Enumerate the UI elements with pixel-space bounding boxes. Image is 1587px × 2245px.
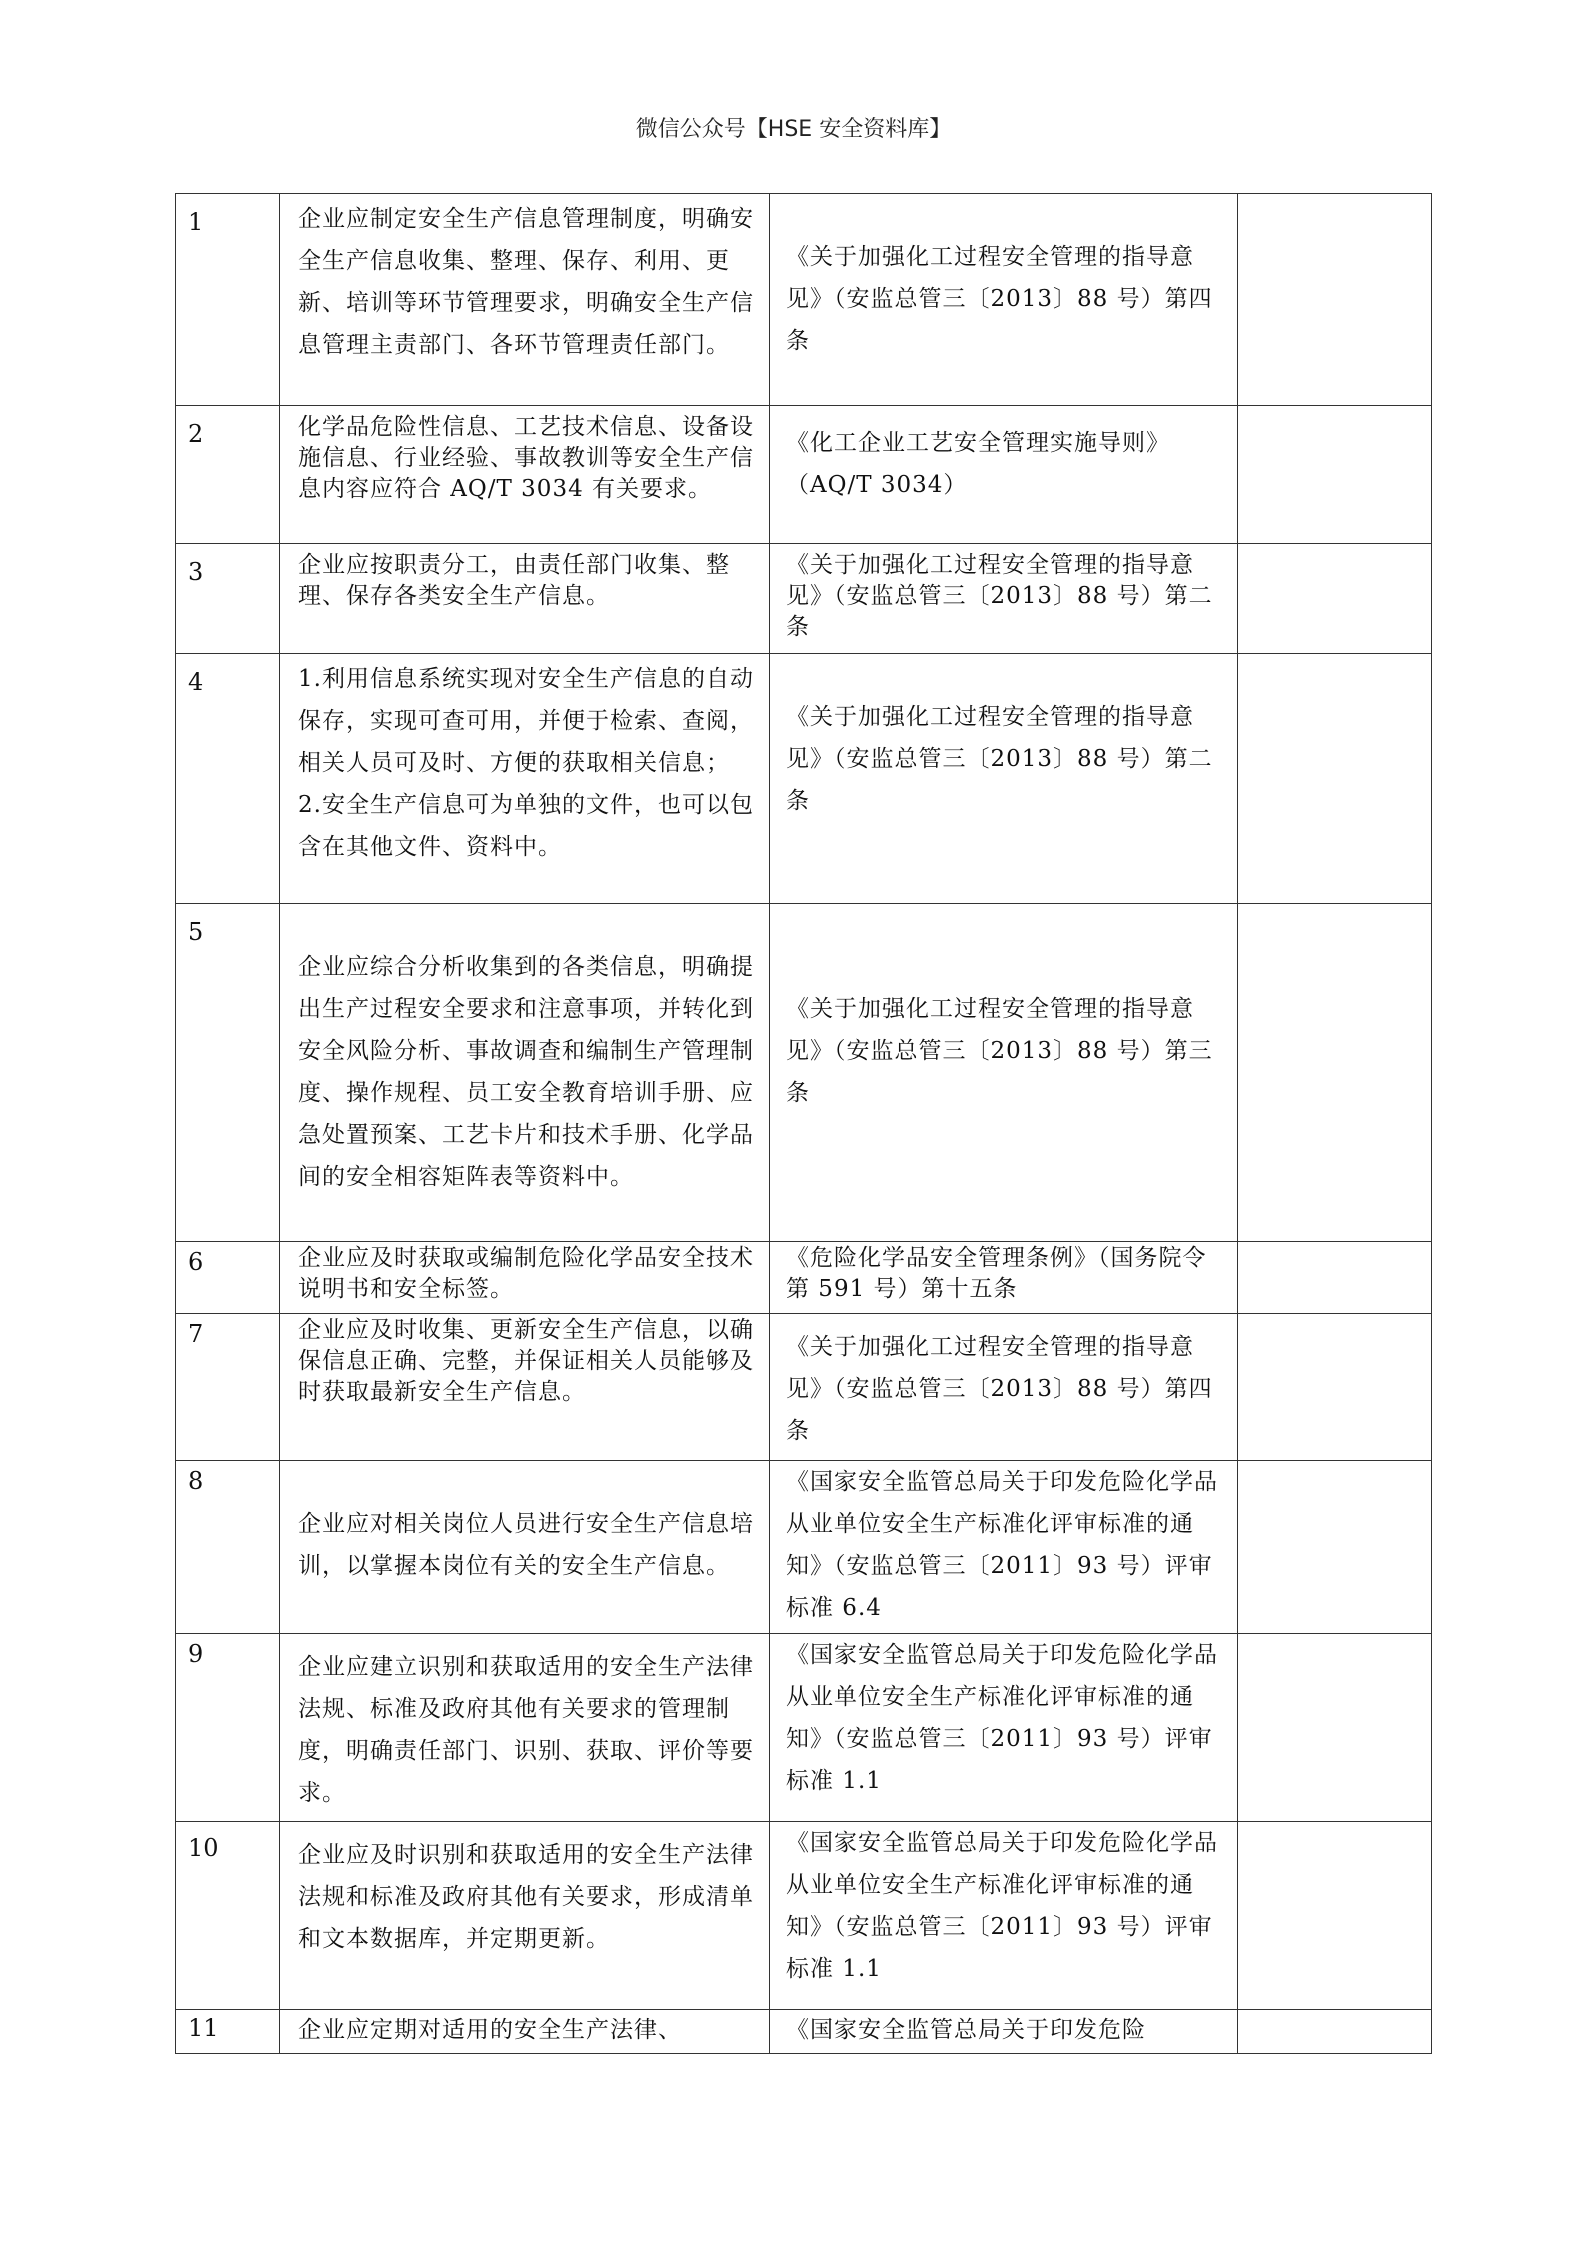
remark-cell — [1238, 1461, 1432, 1634]
basis-cell — [770, 406, 1238, 544]
row-content: 企业应及时识别和获取适用的安全生产法律法规和标准及政府其他有关要求，形成清单和文本数据库，并定期更新。 — [298, 1842, 754, 1952]
row-basis: 《国家安全监管总局关于印发危险 — [786, 2017, 1146, 2043]
row-content: 企业应对相关岗位人员进行安全生产信息培训，以掌握本岗位有关的安全生产信息。 — [298, 1511, 754, 1579]
row-basis: 《关于加强化工过程安全管理的指导意见》（安监总管三〔2013〕88 号）第二条 — [786, 552, 1213, 640]
row-basis: 《关于加强化工过程安全管理的指导意见》（安监总管三〔2013〕88 号）第二条 — [786, 704, 1213, 814]
row-basis: 《关于加强化工过程安全管理的指导意见》（安监总管三〔2013〕88 号）第四条 — [786, 244, 1213, 354]
content-cell — [280, 1314, 770, 1461]
content-cell — [280, 1461, 770, 1634]
row-number: 11 — [188, 2014, 219, 2042]
row-number: 3 — [188, 558, 204, 586]
row-number-cell — [176, 1634, 280, 1822]
basis-cell — [770, 194, 1238, 406]
content-cell — [280, 1822, 770, 2010]
row-basis: 《国家安全监管总局关于印发危险化学品从业单位安全生产标准化评审标准的通知》（安监总管三〔2011〕93 号）评审标准 1.1 — [786, 1830, 1218, 1982]
content-cell — [280, 544, 770, 654]
remark-cell — [1238, 1634, 1432, 1822]
row-basis: 《危险化学品安全管理条例》（国务院令第 591 号）第十五条 — [786, 1245, 1207, 1302]
row-basis: 《国家安全监管总局关于印发危险化学品从业单位安全生产标准化评审标准的通知》（安监总管三〔2011〕93 号）评审标准 1.1 — [786, 1642, 1218, 1794]
row-number-cell — [176, 654, 280, 904]
row-number: 5 — [188, 918, 204, 946]
row-content: 化学品危险性信息、工艺技术信息、设备设施信息、行业经验、事故教训等安全生产信息内容应符合 AQ/T 3034 有关要求。 — [298, 414, 754, 502]
row-number: 6 — [188, 1248, 204, 1276]
row-content-2: 2.安全生产信息可为单独的文件，也可以包含在其他文件、资料中。 — [298, 792, 754, 860]
content-cell — [280, 1634, 770, 1822]
row-basis: 《关于加强化工过程安全管理的指导意见》（安监总管三〔2013〕88 号）第四条 — [786, 1334, 1213, 1444]
content-cell — [280, 2010, 770, 2054]
row-basis: 《国家安全监管总局关于印发危险化学品从业单位安全生产标准化评审标准的通知》（安监总管三〔2011〕93 号）评审标准 6.4 — [786, 1469, 1218, 1621]
basis-cell — [770, 1822, 1238, 2010]
content-cell — [280, 194, 770, 406]
row-number-cell — [176, 904, 280, 1242]
row-number-cell — [176, 2010, 280, 2054]
table-row — [176, 194, 1432, 406]
basis-cell — [770, 1461, 1238, 1634]
row-number: 7 — [188, 1320, 204, 1348]
row-content: 企业应建立识别和获取适用的安全生产法律法规、标准及政府其他有关要求的管理制度，明确责任部门、识别、获取、评价等要求。 — [298, 1654, 754, 1806]
remark-cell — [1238, 1822, 1432, 2010]
row-number: 8 — [188, 1467, 204, 1495]
content-cell — [280, 904, 770, 1242]
row-number-cell — [176, 1242, 280, 1314]
row-content: 1.利用信息系统实现对安全生产信息的自动保存，实现可查可用，并便于检索、查阅，相关人员可及时、方便的获取相关信息； — [298, 666, 754, 776]
row-number: 9 — [188, 1640, 204, 1668]
content-cell — [280, 1242, 770, 1314]
table-row — [176, 1242, 1432, 1314]
content-cell — [280, 406, 770, 544]
content-cell — [280, 654, 770, 904]
requirements-table — [175, 193, 1432, 2054]
row-content: 企业应制定安全生产信息管理制度，明确安全生产信息收集、整理、保存、利用、更新、培训等环节管理要求，明确安全生产信息管理主责部门、各环节管理责任部门。 — [298, 206, 754, 358]
row-basis: 《化工企业工艺安全管理实施导则》（AQ/T 3034） — [786, 430, 1170, 498]
basis-cell — [770, 1314, 1238, 1461]
row-number-cell — [176, 544, 280, 654]
row-number: 2 — [188, 420, 204, 448]
basis-cell — [770, 654, 1238, 904]
remark-cell — [1238, 406, 1432, 544]
remark-cell — [1238, 194, 1432, 406]
table-row — [176, 654, 1432, 904]
remark-cell — [1238, 2010, 1432, 2054]
basis-cell — [770, 1634, 1238, 1822]
table-row — [176, 1634, 1432, 1822]
row-content: 企业应综合分析收集到的各类信息，明确提出生产过程安全要求和注意事项，并转化到安全风险分析、事故调查和编制生产管理制度、操作规程、员工安全教育培训手册、应急处置预案、工艺卡片和技术手册、化学品间的安全相容矩阵表等资料中。 — [298, 954, 754, 1190]
remark-cell — [1238, 544, 1432, 654]
table-row — [176, 406, 1432, 544]
row-number-cell — [176, 1461, 280, 1634]
row-basis: 《关于加强化工过程安全管理的指导意见》（安监总管三〔2013〕88 号）第三条 — [786, 996, 1213, 1106]
row-content: 企业应及时收集、更新安全生产信息，以确保信息正确、完整，并保证相关人员能够及时获取最新安全生产信息。 — [298, 1317, 754, 1405]
basis-cell — [770, 1242, 1238, 1314]
table-row — [176, 904, 1432, 1242]
remark-cell — [1238, 1242, 1432, 1314]
row-number: 10 — [188, 1834, 219, 1862]
remark-cell — [1238, 904, 1432, 1242]
row-number-cell — [176, 406, 280, 544]
row-number-cell — [176, 1314, 280, 1461]
row-content: 企业应按职责分工，由责任部门收集、整理、保存各类安全生产信息。 — [298, 552, 730, 609]
row-number-cell — [176, 1822, 280, 2010]
table-row — [176, 2010, 1432, 2054]
row-number: 1 — [188, 208, 204, 236]
page-header: 微信公众号【HSE 安全资料库】 — [635, 117, 952, 142]
row-number-cell — [176, 194, 280, 406]
row-number: 4 — [188, 668, 204, 696]
table-row — [176, 1461, 1432, 1634]
basis-cell — [770, 2010, 1238, 2054]
basis-cell — [770, 904, 1238, 1242]
row-content: 企业应及时获取或编制危险化学品安全技术说明书和安全标签。 — [298, 1245, 754, 1302]
table-row — [176, 1822, 1432, 2010]
table-row — [176, 544, 1432, 654]
row-content: 企业应定期对适用的安全生产法律、 — [298, 2017, 682, 2043]
remark-cell — [1238, 654, 1432, 904]
basis-cell — [770, 544, 1238, 654]
remark-cell — [1238, 1314, 1432, 1461]
table-row — [176, 1314, 1432, 1461]
